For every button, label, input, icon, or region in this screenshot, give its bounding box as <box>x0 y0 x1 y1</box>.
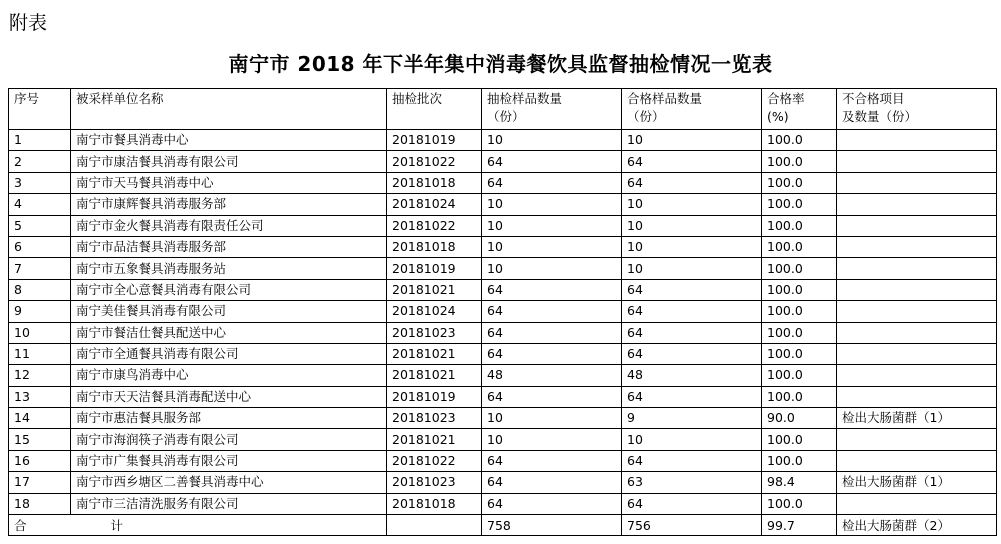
cell-batch: 20181021 <box>387 365 482 386</box>
cell-sampled-count: 64 <box>482 322 622 343</box>
cell-unit-name: 南宁市餐具消毒中心 <box>71 130 387 151</box>
cell-pass-rate: 100.0 <box>762 236 837 257</box>
cell-seq: 2 <box>9 151 71 172</box>
header-unqualified-line2: 及数量（份） <box>842 109 918 124</box>
cell-sampled-count: 64 <box>482 301 622 322</box>
cell-batch: 20181022 <box>387 215 482 236</box>
table-row <box>9 365 997 386</box>
table-row <box>9 343 997 364</box>
table-row <box>9 279 997 300</box>
table-row <box>9 172 997 193</box>
cell-unit-name: 南宁市广集餐具消毒有限公司 <box>71 450 387 471</box>
cell-pass-rate: 100.0 <box>762 279 837 300</box>
table-row <box>9 215 997 236</box>
cell-qualified-count: 64 <box>622 151 762 172</box>
cell-unqualified-items <box>837 194 997 215</box>
cell-qualified-count: 64 <box>622 493 762 514</box>
header-unqualified <box>837 89 997 130</box>
cell-sampled-count: 64 <box>482 172 622 193</box>
table-row <box>9 130 997 151</box>
cell-qualified-count: 64 <box>622 172 762 193</box>
cell-seq: 1 <box>9 130 71 151</box>
cell-pass-rate: 100.0 <box>762 151 837 172</box>
total-batch <box>387 515 482 536</box>
total-unqualified: 检出大肠菌群（2） <box>837 515 997 536</box>
cell-seq: 17 <box>9 472 71 493</box>
cell-qualified-count: 9 <box>622 408 762 429</box>
cell-qualified-count: 10 <box>622 130 762 151</box>
cell-qualified-count: 10 <box>622 194 762 215</box>
cell-unqualified-items: 检出大肠菌群（1） <box>837 472 997 493</box>
cell-batch: 20181021 <box>387 343 482 364</box>
cell-sampled-count: 64 <box>482 279 622 300</box>
cell-unqualified-items <box>837 279 997 300</box>
cell-unit-name: 南宁市全心意餐具消毒有限公司 <box>71 279 387 300</box>
cell-batch: 20181022 <box>387 151 482 172</box>
header-sampled <box>482 89 622 130</box>
cell-batch: 20181018 <box>387 493 482 514</box>
cell-pass-rate: 100.0 <box>762 365 837 386</box>
cell-batch: 20181021 <box>387 429 482 450</box>
cell-seq: 4 <box>9 194 71 215</box>
cell-qualified-count: 10 <box>622 236 762 257</box>
cell-pass-rate: 100.0 <box>762 386 837 407</box>
cell-seq: 12 <box>9 365 71 386</box>
header-batch-text: 抽检批次 <box>392 91 443 106</box>
cell-pass-rate: 100.0 <box>762 493 837 514</box>
cell-seq: 15 <box>9 429 71 450</box>
cell-pass-rate: 90.0 <box>762 408 837 429</box>
header-unit <box>71 89 387 130</box>
total-label-left: 合 <box>14 518 27 534</box>
cell-unqualified-items <box>837 343 997 364</box>
cell-batch: 20181018 <box>387 236 482 257</box>
cell-unqualified-items <box>837 450 997 471</box>
cell-unit-name: 南宁市惠洁餐具服务部 <box>71 408 387 429</box>
cell-pass-rate: 100.0 <box>762 343 837 364</box>
cell-unit-name: 南宁市康洁餐具消毒有限公司 <box>71 151 387 172</box>
total-label-right: 计 <box>110 518 124 534</box>
cell-unit-name: 南宁市品洁餐具消毒服务部 <box>71 236 387 257</box>
cell-sampled-count: 10 <box>482 236 622 257</box>
cell-batch: 20181023 <box>387 472 482 493</box>
table-row <box>9 258 997 279</box>
cell-unit-name: 南宁市天马餐具消毒中心 <box>71 172 387 193</box>
cell-batch: 20181024 <box>387 194 482 215</box>
cell-unqualified-items <box>837 151 997 172</box>
cell-unit-name: 南宁市金火餐具消毒有限责任公司 <box>71 215 387 236</box>
cell-sampled-count: 48 <box>482 365 622 386</box>
cell-pass-rate: 100.0 <box>762 450 837 471</box>
cell-qualified-count: 63 <box>622 472 762 493</box>
cell-unit-name: 南宁市餐洁仕餐具配送中心 <box>71 322 387 343</box>
cell-pass-rate: 100.0 <box>762 130 837 151</box>
cell-pass-rate: 98.4 <box>762 472 837 493</box>
table-row <box>9 194 997 215</box>
header-qualified-line1: 合格样品数量 <box>627 91 703 106</box>
cell-unqualified-items <box>837 429 997 450</box>
total-rate: 99.7 <box>762 515 837 536</box>
cell-unit-name: 南宁美佳餐具消毒有限公司 <box>71 301 387 322</box>
cell-qualified-count: 48 <box>622 365 762 386</box>
table-row <box>9 236 997 257</box>
cell-seq: 3 <box>9 172 71 193</box>
cell-seq: 8 <box>9 279 71 300</box>
cell-seq: 7 <box>9 258 71 279</box>
cell-sampled-count: 10 <box>482 258 622 279</box>
cell-seq: 10 <box>9 322 71 343</box>
cell-pass-rate: 100.0 <box>762 194 837 215</box>
header-unit-text: 被采样单位名称 <box>76 91 164 106</box>
total-sampled: 758 <box>482 515 622 536</box>
header-rate-line2: (%) <box>767 109 789 124</box>
cell-unqualified-items <box>837 130 997 151</box>
cell-pass-rate: 100.0 <box>762 258 837 279</box>
table-row <box>9 408 997 429</box>
cell-unit-name: 南宁市海润筷子消毒有限公司 <box>71 429 387 450</box>
table-row <box>9 386 997 407</box>
document-title: 南宁市 2018 年下半年集中消毒餐饮具监督抽检情况一览表 <box>228 52 773 76</box>
cell-pass-rate: 100.0 <box>762 301 837 322</box>
cell-sampled-count: 10 <box>482 429 622 450</box>
total-qualified: 756 <box>622 515 762 536</box>
cell-unit-name: 南宁市天天洁餐具消毒配送中心 <box>71 386 387 407</box>
cell-pass-rate: 100.0 <box>762 429 837 450</box>
cell-seq: 13 <box>9 386 71 407</box>
cell-qualified-count: 64 <box>622 450 762 471</box>
header-unqualified-line1: 不合格项目 <box>842 91 905 106</box>
header-qualified <box>622 89 762 130</box>
cell-unit-name: 南宁市康辉餐具消毒服务部 <box>71 194 387 215</box>
cell-unit-name: 南宁市康鸟消毒中心 <box>71 365 387 386</box>
cell-unqualified-items <box>837 493 997 514</box>
cell-qualified-count: 64 <box>622 343 762 364</box>
cell-unqualified-items <box>837 322 997 343</box>
cell-unit-name: 南宁市五象餐具消毒服务站 <box>71 258 387 279</box>
table-header-row <box>9 89 997 130</box>
cell-seq: 6 <box>9 236 71 257</box>
header-seq-text: 序号 <box>14 91 40 106</box>
table-row <box>9 301 997 322</box>
cell-qualified-count: 10 <box>622 429 762 450</box>
header-batch <box>387 89 482 130</box>
cell-sampled-count: 64 <box>482 386 622 407</box>
cell-qualified-count: 64 <box>622 322 762 343</box>
cell-pass-rate: 100.0 <box>762 322 837 343</box>
cell-pass-rate: 100.0 <box>762 215 837 236</box>
cell-sampled-count: 10 <box>482 408 622 429</box>
cell-unqualified-items <box>837 215 997 236</box>
header-sampled-line1: 抽检样品数量 <box>487 91 563 106</box>
cell-sampled-count: 64 <box>482 343 622 364</box>
cell-qualified-count: 10 <box>622 215 762 236</box>
cell-unqualified-items <box>837 172 997 193</box>
cell-sampled-count: 10 <box>482 215 622 236</box>
cell-sampled-count: 64 <box>482 472 622 493</box>
total-row <box>9 515 997 536</box>
header-qualified-line2: （份） <box>627 109 665 124</box>
table-row <box>9 472 997 493</box>
table-row <box>9 493 997 514</box>
cell-unqualified-items <box>837 365 997 386</box>
cell-seq: 9 <box>9 301 71 322</box>
cell-unqualified-items <box>837 301 997 322</box>
cell-unqualified-items <box>837 236 997 257</box>
cell-unqualified-items <box>837 258 997 279</box>
cell-batch: 20181019 <box>387 130 482 151</box>
cell-batch: 20181018 <box>387 172 482 193</box>
cell-seq: 14 <box>9 408 71 429</box>
cell-sampled-count: 64 <box>482 151 622 172</box>
table-body <box>9 130 997 515</box>
cell-sampled-count: 10 <box>482 194 622 215</box>
table-row <box>9 429 997 450</box>
cell-batch: 20181023 <box>387 322 482 343</box>
cell-batch: 20181024 <box>387 301 482 322</box>
cell-seq: 18 <box>9 493 71 514</box>
cell-unqualified-items <box>837 386 997 407</box>
table-row <box>9 322 997 343</box>
cell-seq: 5 <box>9 215 71 236</box>
cell-batch: 20181023 <box>387 408 482 429</box>
cell-qualified-count: 64 <box>622 386 762 407</box>
total-label <box>9 515 387 536</box>
header-sampled-line2: （份） <box>487 109 525 124</box>
appendix-label: 附表 <box>9 12 48 34</box>
cell-sampled-count: 10 <box>482 130 622 151</box>
table-row <box>9 151 997 172</box>
cell-qualified-count: 10 <box>622 258 762 279</box>
cell-pass-rate: 100.0 <box>762 172 837 193</box>
cell-seq: 16 <box>9 450 71 471</box>
table-row <box>9 450 997 471</box>
cell-sampled-count: 64 <box>482 450 622 471</box>
header-rate-line1: 合格率 <box>767 91 805 106</box>
cell-seq: 11 <box>9 343 71 364</box>
cell-unqualified-items: 检出大肠菌群（1） <box>837 408 997 429</box>
header-seq <box>9 89 71 130</box>
cell-qualified-count: 64 <box>622 301 762 322</box>
cell-unit-name: 南宁市三洁清洗服务有限公司 <box>71 493 387 514</box>
cell-sampled-count: 64 <box>482 493 622 514</box>
cell-batch: 20181021 <box>387 279 482 300</box>
header-rate <box>762 89 837 130</box>
cell-unit-name: 南宁市西乡塘区二善餐具消毒中心 <box>71 472 387 493</box>
cell-batch: 20181019 <box>387 386 482 407</box>
cell-unit-name: 南宁市全通餐具消毒有限公司 <box>71 343 387 364</box>
cell-batch: 20181019 <box>387 258 482 279</box>
cell-qualified-count: 64 <box>622 279 762 300</box>
cell-batch: 20181022 <box>387 450 482 471</box>
inspection-table <box>8 88 997 536</box>
